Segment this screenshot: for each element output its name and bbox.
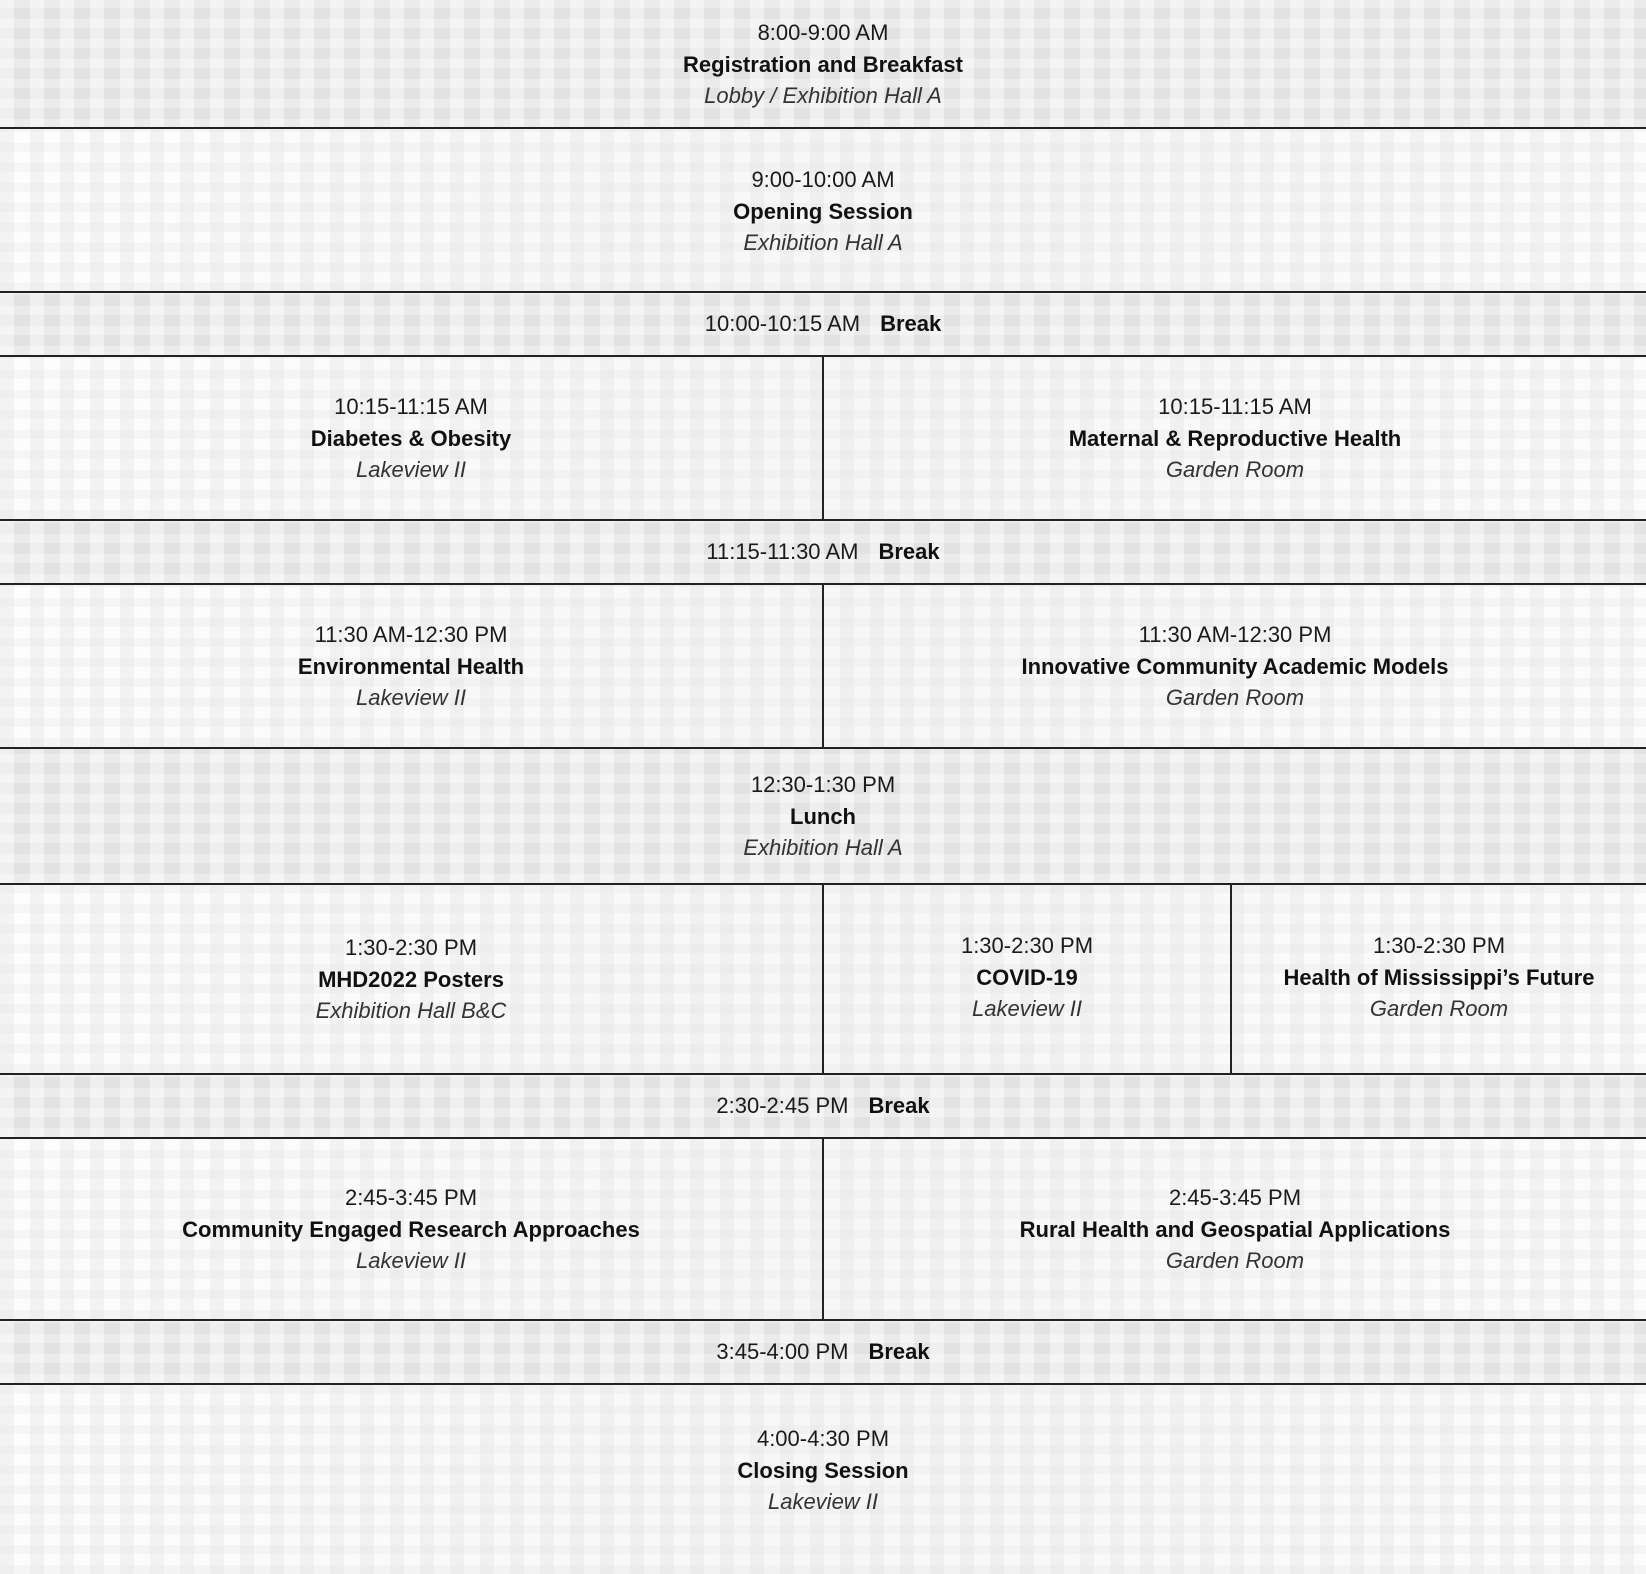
session-room: Exhibition Hall A xyxy=(743,835,903,860)
session-time: 10:15-11:15 AM xyxy=(334,394,488,419)
session-title: Innovative Community Academic Models xyxy=(1021,654,1449,679)
session-community-research xyxy=(0,1139,822,1319)
session-room: Lakeview II xyxy=(355,457,467,482)
break-row-1 xyxy=(0,293,1646,355)
session-room: Lakeview II xyxy=(355,685,467,710)
session-maternal-health xyxy=(824,357,1646,519)
session-title: Health of Mississippi’s Future xyxy=(1283,965,1595,990)
session-title: Lunch xyxy=(790,804,856,829)
break-time: 2:30-2:45 PM xyxy=(716,1093,849,1118)
break-time: 11:15-11:30 AM xyxy=(706,539,859,564)
session-time: 12:30-1:30 PM xyxy=(750,772,896,797)
session-environmental-health xyxy=(0,585,822,747)
session-room: Garden Room xyxy=(1369,996,1509,1021)
session-title: Maternal & Reproductive Health xyxy=(1068,426,1402,451)
session-time: 10:15-11:15 AM xyxy=(1158,394,1312,419)
session-room: Garden Room xyxy=(1165,1248,1305,1273)
session-room: Garden Room xyxy=(1165,457,1305,482)
session-title: Community Engaged Research Approaches xyxy=(182,1217,640,1242)
session-title: Closing Session xyxy=(737,1458,909,1483)
session-room: Lobby / Exhibition Hall A xyxy=(704,83,942,108)
break-label: Break xyxy=(868,1339,930,1364)
session-room: Exhibition Hall B&C xyxy=(315,998,507,1023)
break-time: 3:45-4:00 PM xyxy=(716,1339,849,1364)
session-innovative-models xyxy=(824,585,1646,747)
session-rural-health xyxy=(824,1139,1646,1319)
break-label: Break xyxy=(878,539,940,564)
session-diabetes-obesity xyxy=(0,357,822,519)
session-mississippi-future xyxy=(1232,885,1646,1069)
session-title: Rural Health and Geospatial Applications xyxy=(1019,1217,1451,1242)
session-time: 4:00-4:30 PM xyxy=(756,1426,890,1451)
session-title: MHD2022 Posters xyxy=(318,967,504,992)
session-title: Diabetes & Obesity xyxy=(310,426,512,451)
session-title: Environmental Health xyxy=(297,654,525,679)
session-room: Lakeview II xyxy=(767,1489,879,1514)
session-time: 11:30 AM-12:30 PM xyxy=(1138,622,1332,647)
session-title: Registration and Breakfast xyxy=(683,52,963,77)
session-time: 2:45-3:45 PM xyxy=(1168,1185,1302,1210)
closing-session xyxy=(0,1385,1646,1555)
session-time: 8:00-9:00 AM xyxy=(757,20,889,45)
session-title: COVID-19 xyxy=(976,965,1078,990)
session-posters xyxy=(0,885,822,1073)
break-row-2 xyxy=(0,521,1646,583)
session-time: 9:00-10:00 AM xyxy=(751,166,895,192)
break-row-4 xyxy=(0,1321,1646,1383)
session-covid-19 xyxy=(824,885,1230,1069)
session-room: Exhibition Hall A xyxy=(743,229,903,255)
break-row-3 xyxy=(0,1075,1646,1137)
session-time: 1:30-2:30 PM xyxy=(960,933,1094,958)
session-time: 11:30 AM-12:30 PM xyxy=(314,622,508,647)
session-time: 1:30-2:30 PM xyxy=(1372,933,1506,958)
registration-session xyxy=(0,0,1646,128)
session-room: Garden Room xyxy=(1165,685,1305,710)
lunch-session xyxy=(0,749,1646,883)
session-title: Opening Session xyxy=(733,198,913,224)
break-time: 10:00-10:15 AM xyxy=(704,311,861,336)
break-label: Break xyxy=(880,311,942,336)
opening-session xyxy=(0,129,1646,292)
break-label: Break xyxy=(868,1093,930,1118)
session-time: 1:30-2:30 PM xyxy=(344,935,478,960)
session-time: 2:45-3:45 PM xyxy=(344,1185,478,1210)
session-room: Lakeview II xyxy=(355,1248,467,1273)
session-room: Lakeview II xyxy=(971,996,1083,1021)
